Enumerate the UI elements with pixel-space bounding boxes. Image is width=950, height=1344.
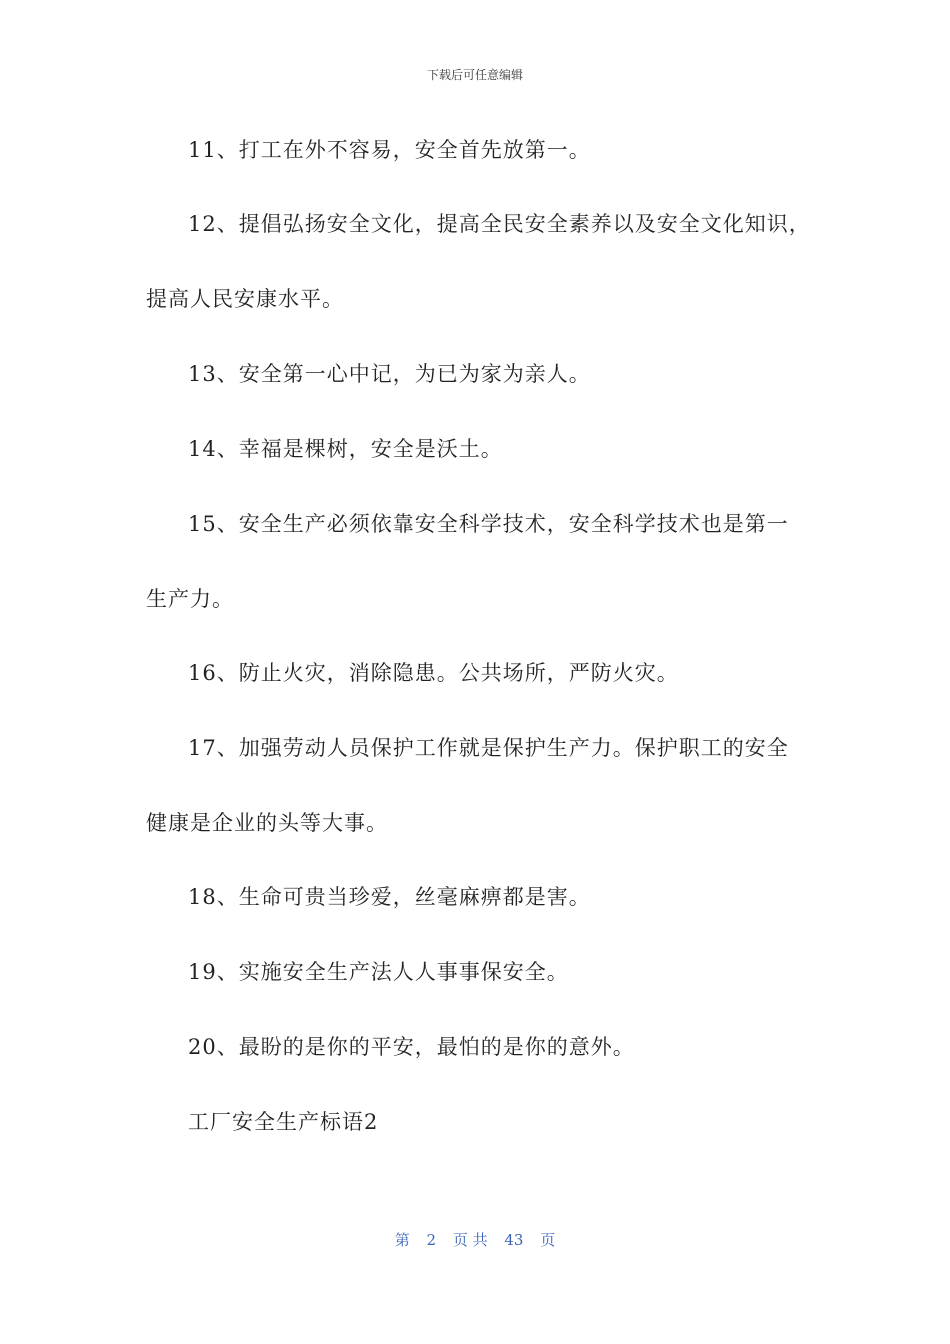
page-footer <box>0 1229 950 1250</box>
text-line: 14、幸福是棵树，安全是沃土。 <box>188 437 503 461</box>
text-line: 19、实施安全生产法人人事事保安全。 <box>188 960 569 984</box>
text-line: 18、生命可贵当珍爱，丝毫麻痹都是害。 <box>188 885 591 909</box>
section-heading: 工厂安全生产标语2 <box>188 1110 379 1134</box>
text-line: 健康是企业的头等大事。 <box>146 811 388 835</box>
footer-page-number: 2 <box>426 1231 437 1249</box>
footer-suffix: 页 <box>540 1231 556 1249</box>
text-line: 16、防止火灾，消除隐患。公共场所，严防火灾。 <box>188 661 679 685</box>
text-line: 11、打工在外不容易，安全首先放第一。 <box>188 138 591 162</box>
text-line: 12、提倡弘扬安全文化，提高全民安全素养以及安全文化知识， <box>188 212 811 236</box>
text-line: 15、安全生产必须依靠安全科学技术，安全科学技术也是第一 <box>188 512 789 536</box>
text-line: 13、安全第一心中记，为已为家为亲人。 <box>188 362 591 386</box>
text-line: 生产力。 <box>146 587 234 611</box>
footer-total-pages: 43 <box>504 1231 524 1249</box>
text-line: 17、加强劳动人员保护工作就是保护生产力。保护职工的安全 <box>188 736 789 760</box>
footer-prefix: 第 <box>394 1231 410 1249</box>
page-header: 下载后可任意编辑 <box>426 68 523 82</box>
footer-mid: 页 共 <box>452 1231 488 1249</box>
text-line: 20、最盼的是你的平安，最怕的是你的意外。 <box>188 1035 635 1059</box>
text-line: 提高人民安康水平。 <box>146 287 344 311</box>
